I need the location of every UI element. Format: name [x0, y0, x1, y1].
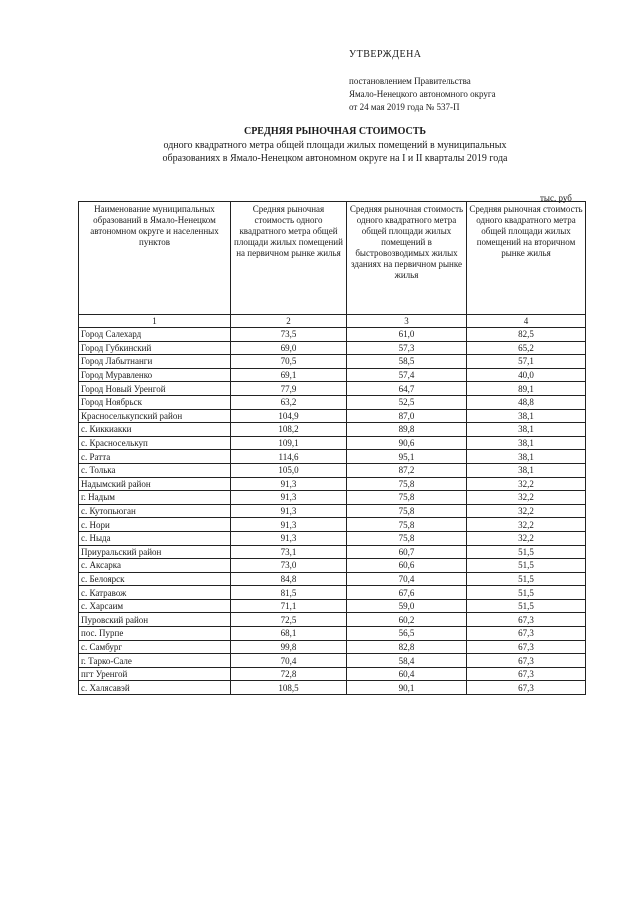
row-primary-price: 91,3: [231, 518, 347, 532]
header-primary-market: Средняя рыночная стоимость одного квадратного метра общей площади жилых помещений на первичном рынке жилья: [231, 202, 347, 315]
row-name: пгт Уренгой: [79, 667, 231, 681]
table-row: [79, 450, 586, 464]
row-primary-price: 72,5: [231, 613, 347, 627]
row-prefab-price: 58,5: [347, 355, 467, 369]
row-prefab-price: 75,8: [347, 491, 467, 505]
row-primary-price: 108,2: [231, 423, 347, 437]
column-number: 2: [231, 315, 347, 328]
row-primary-price: 73,5: [231, 328, 347, 342]
row-prefab-price: 59,0: [347, 599, 467, 613]
approval-line-3: от 24 мая 2019 года № 537-П: [349, 102, 460, 112]
row-primary-price: 77,9: [231, 382, 347, 396]
row-name: с. Самбург: [79, 640, 231, 654]
table-row: [79, 572, 586, 586]
row-prefab-price: 89,8: [347, 423, 467, 437]
row-prefab-price: 90,6: [347, 436, 467, 450]
row-secondary-price: 38,1: [467, 423, 586, 437]
row-secondary-price: 51,5: [467, 586, 586, 600]
row-secondary-price: 32,2: [467, 518, 586, 532]
row-name: с. Харсаим: [79, 599, 231, 613]
row-primary-price: 70,4: [231, 654, 347, 668]
table-row: [79, 423, 586, 437]
table-row: [79, 341, 586, 355]
row-secondary-price: 65,2: [467, 341, 586, 355]
row-primary-price: 69,0: [231, 341, 347, 355]
document-subtitle-1: одного квадратного метра общей площади жилых помещений в муниципальных: [163, 140, 507, 151]
row-secondary-price: 82,5: [467, 328, 586, 342]
row-secondary-price: 57,1: [467, 355, 586, 369]
row-prefab-price: 60,6: [347, 559, 467, 573]
row-prefab-price: 75,8: [347, 477, 467, 491]
table-row: [79, 436, 586, 450]
row-prefab-price: 61,0: [347, 328, 467, 342]
row-secondary-price: 32,2: [467, 477, 586, 491]
table-row: [79, 640, 586, 654]
row-name: Город Муравленко: [79, 368, 231, 382]
row-prefab-price: 57,4: [347, 368, 467, 382]
row-primary-price: 81,5: [231, 586, 347, 600]
table-row: [79, 328, 586, 342]
table-row: [79, 559, 586, 573]
row-primary-price: 73,0: [231, 559, 347, 573]
row-secondary-price: 38,1: [467, 450, 586, 464]
row-primary-price: 108,5: [231, 681, 347, 695]
approval-line-1: постановлением Правительства: [349, 76, 471, 86]
row-name: с. Нори: [79, 518, 231, 532]
table-row: [79, 613, 586, 627]
row-primary-price: 91,3: [231, 504, 347, 518]
row-secondary-price: 38,1: [467, 463, 586, 477]
row-secondary-price: 32,2: [467, 491, 586, 505]
row-name: Город Ноябрьск: [79, 395, 231, 409]
table-row: [79, 654, 586, 668]
row-secondary-price: 67,3: [467, 654, 586, 668]
row-primary-price: 104,9: [231, 409, 347, 423]
table-row: [79, 545, 586, 559]
row-primary-price: 63,2: [231, 395, 347, 409]
row-name: Город Губкинский: [79, 341, 231, 355]
row-secondary-price: 67,3: [467, 681, 586, 695]
row-name: с. Красноселькуп: [79, 436, 231, 450]
row-name: Город Новый Уренгой: [79, 382, 231, 396]
row-primary-price: 105,0: [231, 463, 347, 477]
row-secondary-price: 67,3: [467, 627, 586, 641]
row-prefab-price: 95,1: [347, 450, 467, 464]
table-row: [79, 368, 586, 382]
row-prefab-price: 64,7: [347, 382, 467, 396]
row-primary-price: 91,3: [231, 531, 347, 545]
unit-label: тыс. руб: [540, 193, 572, 203]
row-name: пос. Пурпе: [79, 627, 231, 641]
row-secondary-price: 48,8: [467, 395, 586, 409]
table-row: [79, 599, 586, 613]
row-name: г. Надым: [79, 491, 231, 505]
row-name: Приуральский район: [79, 545, 231, 559]
table-row: [79, 627, 586, 641]
document-title: СРЕДНЯЯ РЫНОЧНАЯ СТОИМОСТЬ: [243, 126, 427, 137]
row-primary-price: 99,8: [231, 640, 347, 654]
column-number: 4: [467, 315, 586, 328]
row-secondary-price: 51,5: [467, 572, 586, 586]
row-name: Красноселькупский район: [79, 409, 231, 423]
row-prefab-price: 75,8: [347, 518, 467, 532]
row-prefab-price: 60,4: [347, 667, 467, 681]
approval-line-2: Ямало-Ненецкого автономного округа: [349, 89, 496, 99]
row-prefab-price: 82,8: [347, 640, 467, 654]
row-prefab-price: 70,4: [347, 572, 467, 586]
row-secondary-price: 32,2: [467, 531, 586, 545]
table-row: [79, 518, 586, 532]
row-primary-price: 72,8: [231, 667, 347, 681]
row-name: с. Киккиакки: [79, 423, 231, 437]
approval-title: УТВЕРЖДЕНА: [349, 49, 422, 60]
table-row: [79, 355, 586, 369]
column-number: 3: [347, 315, 467, 328]
row-name: с. Белоярск: [79, 572, 231, 586]
row-name: Город Салехард: [79, 328, 231, 342]
row-prefab-price: 58,4: [347, 654, 467, 668]
row-secondary-price: 67,3: [467, 667, 586, 681]
row-secondary-price: 67,3: [467, 613, 586, 627]
row-prefab-price: 75,8: [347, 504, 467, 518]
row-name: с. Ныда: [79, 531, 231, 545]
row-prefab-price: 52,5: [347, 395, 467, 409]
table-row: [79, 409, 586, 423]
row-primary-price: 69,1: [231, 368, 347, 382]
row-primary-price: 84,8: [231, 572, 347, 586]
row-primary-price: 109,1: [231, 436, 347, 450]
row-primary-price: 70,5: [231, 355, 347, 369]
row-name: с. Аксарка: [79, 559, 231, 573]
approval-stamp: [349, 48, 609, 114]
row-name: Пуровский район: [79, 613, 231, 627]
row-secondary-price: 40,0: [467, 368, 586, 382]
row-secondary-price: 89,1: [467, 382, 586, 396]
price-table: [78, 201, 586, 695]
table-row: [79, 586, 586, 600]
document-heading: [100, 125, 570, 165]
row-name: с. Катравож: [79, 586, 231, 600]
row-secondary-price: 38,1: [467, 409, 586, 423]
row-secondary-price: 51,5: [467, 599, 586, 613]
row-prefab-price: 60,7: [347, 545, 467, 559]
row-primary-price: 71,1: [231, 599, 347, 613]
row-secondary-price: 38,1: [467, 436, 586, 450]
row-prefab-price: 57,3: [347, 341, 467, 355]
table-row: [79, 504, 586, 518]
row-name: с. Халясавэй: [79, 681, 231, 695]
table-row: [79, 382, 586, 396]
row-name: г. Тарко-Сале: [79, 654, 231, 668]
row-prefab-price: 56,5: [347, 627, 467, 641]
table-row: [79, 463, 586, 477]
row-secondary-price: 51,5: [467, 559, 586, 573]
header-prefab-buildings: Средняя рыночная стоимость одного квадратного метра общей площади жилых помещений в быстровозводимых жилых зданиях на первичном рынке жилья: [347, 202, 467, 315]
row-name: Город Лабытнанги: [79, 355, 231, 369]
table-row: [79, 681, 586, 695]
row-primary-price: 68,1: [231, 627, 347, 641]
row-prefab-price: 87,2: [347, 463, 467, 477]
row-name: с. Ратта: [79, 450, 231, 464]
table-row: [79, 477, 586, 491]
row-prefab-price: 67,6: [347, 586, 467, 600]
column-number: 1: [79, 315, 231, 328]
row-secondary-price: 51,5: [467, 545, 586, 559]
row-name: с. Кутопьюган: [79, 504, 231, 518]
row-prefab-price: 60,2: [347, 613, 467, 627]
row-primary-price: 91,3: [231, 491, 347, 505]
row-name: Надымский район: [79, 477, 231, 491]
header-secondary-market: Средняя рыночная стоимость одного квадратного метра общей площади жилых помещений на вторичном рынке жилья: [467, 202, 586, 315]
header-municipality: Наименование муниципальных образований в Ямало-Ненецком автономном округе и населенных пунктов: [79, 202, 231, 315]
column-number-row: [79, 315, 586, 328]
row-prefab-price: 75,8: [347, 531, 467, 545]
document-subtitle-2: образованиях в Ямало-Ненецком автономном округе на I и II кварталы 2019 года: [162, 153, 508, 164]
table-row: [79, 395, 586, 409]
row-primary-price: 114,6: [231, 450, 347, 464]
table-row: [79, 667, 586, 681]
table-row: [79, 491, 586, 505]
row-secondary-price: 67,3: [467, 640, 586, 654]
row-name: с. Толька: [79, 463, 231, 477]
row-secondary-price: 32,2: [467, 504, 586, 518]
row-prefab-price: 87,0: [347, 409, 467, 423]
table-header-row: [79, 202, 586, 315]
row-prefab-price: 90,1: [347, 681, 467, 695]
row-primary-price: 73,1: [231, 545, 347, 559]
row-primary-price: 91,3: [231, 477, 347, 491]
table-row: [79, 531, 586, 545]
